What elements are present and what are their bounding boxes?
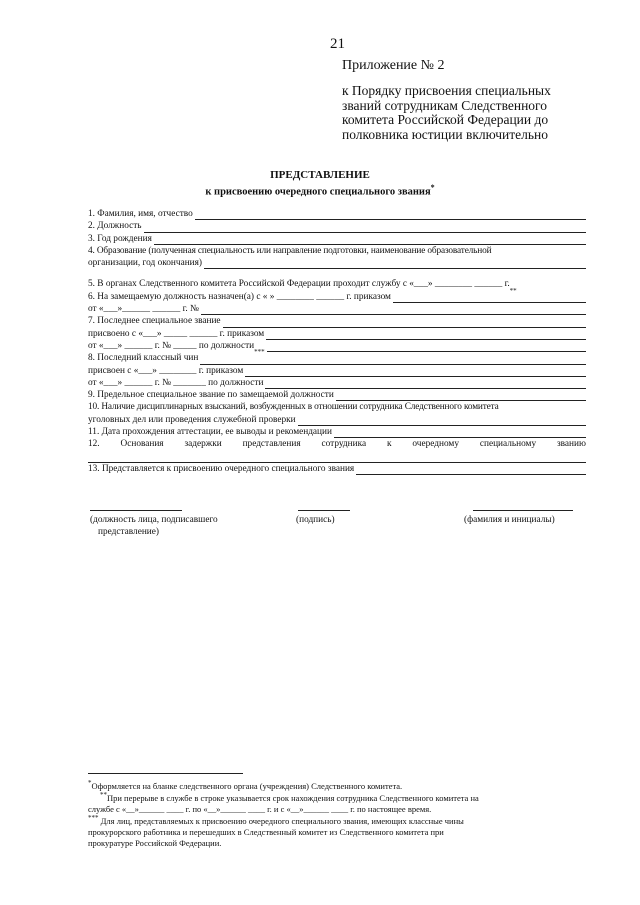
document-subtitle [0, 183, 640, 198]
footnote-text: прокуратуре Российской Федерации. [88, 837, 222, 848]
field-label: 8. Последний классный чин [88, 353, 199, 364]
field-appointment-order [88, 303, 586, 315]
fill-line[interactable] [334, 428, 586, 438]
field-last-rank-assigned [88, 328, 586, 340]
field-word: Основания [120, 439, 164, 450]
field-education [88, 245, 586, 257]
order-line: комитета Российской Федерации до [342, 112, 549, 127]
field-label: от «___» ______ г. № _____ по должности [88, 340, 255, 351]
field-label: 3. Год рождения [88, 233, 152, 244]
order-line: к Порядку присвоения специальных [342, 83, 551, 98]
signature-caption: (подпись) [296, 515, 335, 525]
field-last-rank [88, 315, 586, 327]
field-discipline-cont [88, 414, 586, 426]
field-word: званию [556, 439, 586, 450]
field-word: 12. [88, 439, 100, 450]
footnote-text: При перерыве в службе в строке указывается срок нахождения сотрудника Следственного комитета на [107, 792, 479, 803]
fill-line[interactable] [356, 465, 586, 475]
footnote-mark: * [88, 779, 92, 787]
name-caption: (фамилия и инициалы) [464, 515, 555, 525]
position-caption: (должность лица, подписавшего [90, 515, 218, 525]
field-attestation [88, 426, 586, 438]
field-word: задержки [184, 439, 222, 450]
fill-line[interactable] [265, 379, 586, 389]
fill-line[interactable] [88, 453, 586, 463]
fill-line[interactable] [298, 416, 586, 426]
field-label: 10. Наличие дисциплинарных взысканий, возбужденных в отношении сотрудника Следственного комитета [88, 402, 499, 413]
fill-line[interactable] [195, 210, 586, 220]
footnote-2 [88, 790, 588, 815]
footnote-text: Оформляется на бланке следственного органа (учреждения) Следственного комитета. [91, 780, 403, 791]
fill-line[interactable] [393, 293, 586, 303]
field-label: организации, год окончания) [88, 258, 203, 269]
position-line[interactable] [90, 510, 182, 511]
field-max-rank [88, 389, 586, 401]
field-label: присвоено с «___» _____ ______ г. приказом [88, 328, 265, 339]
field-word: представления [242, 439, 301, 450]
footnote-mark: ** [100, 791, 107, 799]
footnote-text: службе с «__»______ ____ г. по «__»______ ____ г. и с «__»______ ____ г. по настоящее время. [88, 803, 432, 814]
field-last-rank-order: от «___» ______ г. № _____ по должности *** [88, 340, 586, 352]
order-line: званий сотрудникам Следственного [342, 97, 548, 113]
field-full-name [88, 208, 586, 220]
field-position [88, 220, 586, 232]
field-label: 1. Фамилия, имя, отчество [88, 209, 193, 219]
field-label: от «___» ______ г. № _______ по должности [88, 377, 264, 388]
footnote-text: прокурорского работника и перешедших в Следственный комитет из Следственного комитета при [88, 826, 444, 837]
fill-line[interactable] [267, 342, 586, 352]
field-label: 7. Последнее специальное звание [88, 316, 221, 327]
form-fields [88, 208, 586, 475]
document-title: ПРЕДСТАВЛЕНИЕ [270, 169, 370, 181]
field-class-rank [88, 352, 586, 364]
fill-line[interactable] [266, 330, 586, 340]
footnote-text: Для лиц, представляемых к присвоению очередного специального звания, имеющих классные чины [100, 815, 464, 826]
fill-line[interactable] [336, 391, 586, 401]
subtitle-text: к присвоению очередного специального звания [205, 186, 431, 198]
field-label: присвоен с «___» ________ г. приказом [88, 365, 244, 376]
field-delay-reasons-line [88, 451, 586, 463]
field-label: 2. Должность [88, 221, 142, 232]
field-label: от «___»______ ______ г. № [88, 304, 199, 315]
fill-line[interactable] [201, 305, 586, 315]
field-label: 5. В органах Следственного комитета Российской Федерации проходит службу с «___» ________ ______ г. [88, 279, 510, 290]
footnote-mark: *** [88, 814, 99, 822]
fill-line[interactable] [200, 355, 586, 365]
field-delay-reasons [88, 438, 586, 450]
field-education-cont [88, 257, 586, 269]
field-discipline [88, 401, 586, 413]
fill-line[interactable] [144, 223, 586, 233]
field-class-rank-order [88, 377, 586, 389]
fill-line[interactable] [204, 259, 586, 269]
field-label: уголовных дел или проведения служебной проверки [88, 414, 296, 425]
footnote-3 [88, 813, 588, 849]
position-caption-cont: представление) [98, 527, 159, 537]
field-label: 9. Предельное специальное звание по замещаемой должности [88, 390, 334, 401]
fill-line[interactable] [245, 367, 586, 377]
field-word: к [386, 439, 392, 450]
order-reference [342, 84, 551, 142]
field-nomination [88, 463, 586, 475]
signature-line[interactable] [298, 510, 350, 511]
field-label: 11. Дата прохождения аттестации, ее выводы и рекомендации [88, 427, 332, 438]
footnote-mark: * [430, 183, 435, 192]
annex-title: Приложение № 2 [342, 58, 445, 73]
name-line[interactable] [473, 510, 573, 511]
field-service-start: 5. В органах Следственного комитета Российской Федерации проходит службу с «___» ________ ______ г. ** [88, 279, 517, 295]
field-word: очередному [412, 439, 459, 450]
page-number: 21 [330, 36, 345, 52]
field-label: 13. Представляется к присвоению очередного специального звания [88, 463, 355, 474]
fill-line[interactable] [223, 318, 586, 328]
field-label: 4. Образование (полученная специальность или направление подготовки, наименование образовательной [88, 245, 492, 256]
field-word: специальному [479, 439, 537, 450]
field-word: сотрудника [321, 439, 367, 450]
field-birth-year [88, 233, 586, 245]
order-line: полковника юстиции включительно [342, 126, 548, 142]
fill-line[interactable] [154, 235, 586, 245]
field-label: 6. На замещаемую должность назначен(а) с « » ________ ______ г. приказом [88, 291, 391, 302]
field-appointment [88, 291, 586, 303]
footnote-rule [88, 773, 243, 774]
field-class-rank-assigned [88, 365, 586, 377]
